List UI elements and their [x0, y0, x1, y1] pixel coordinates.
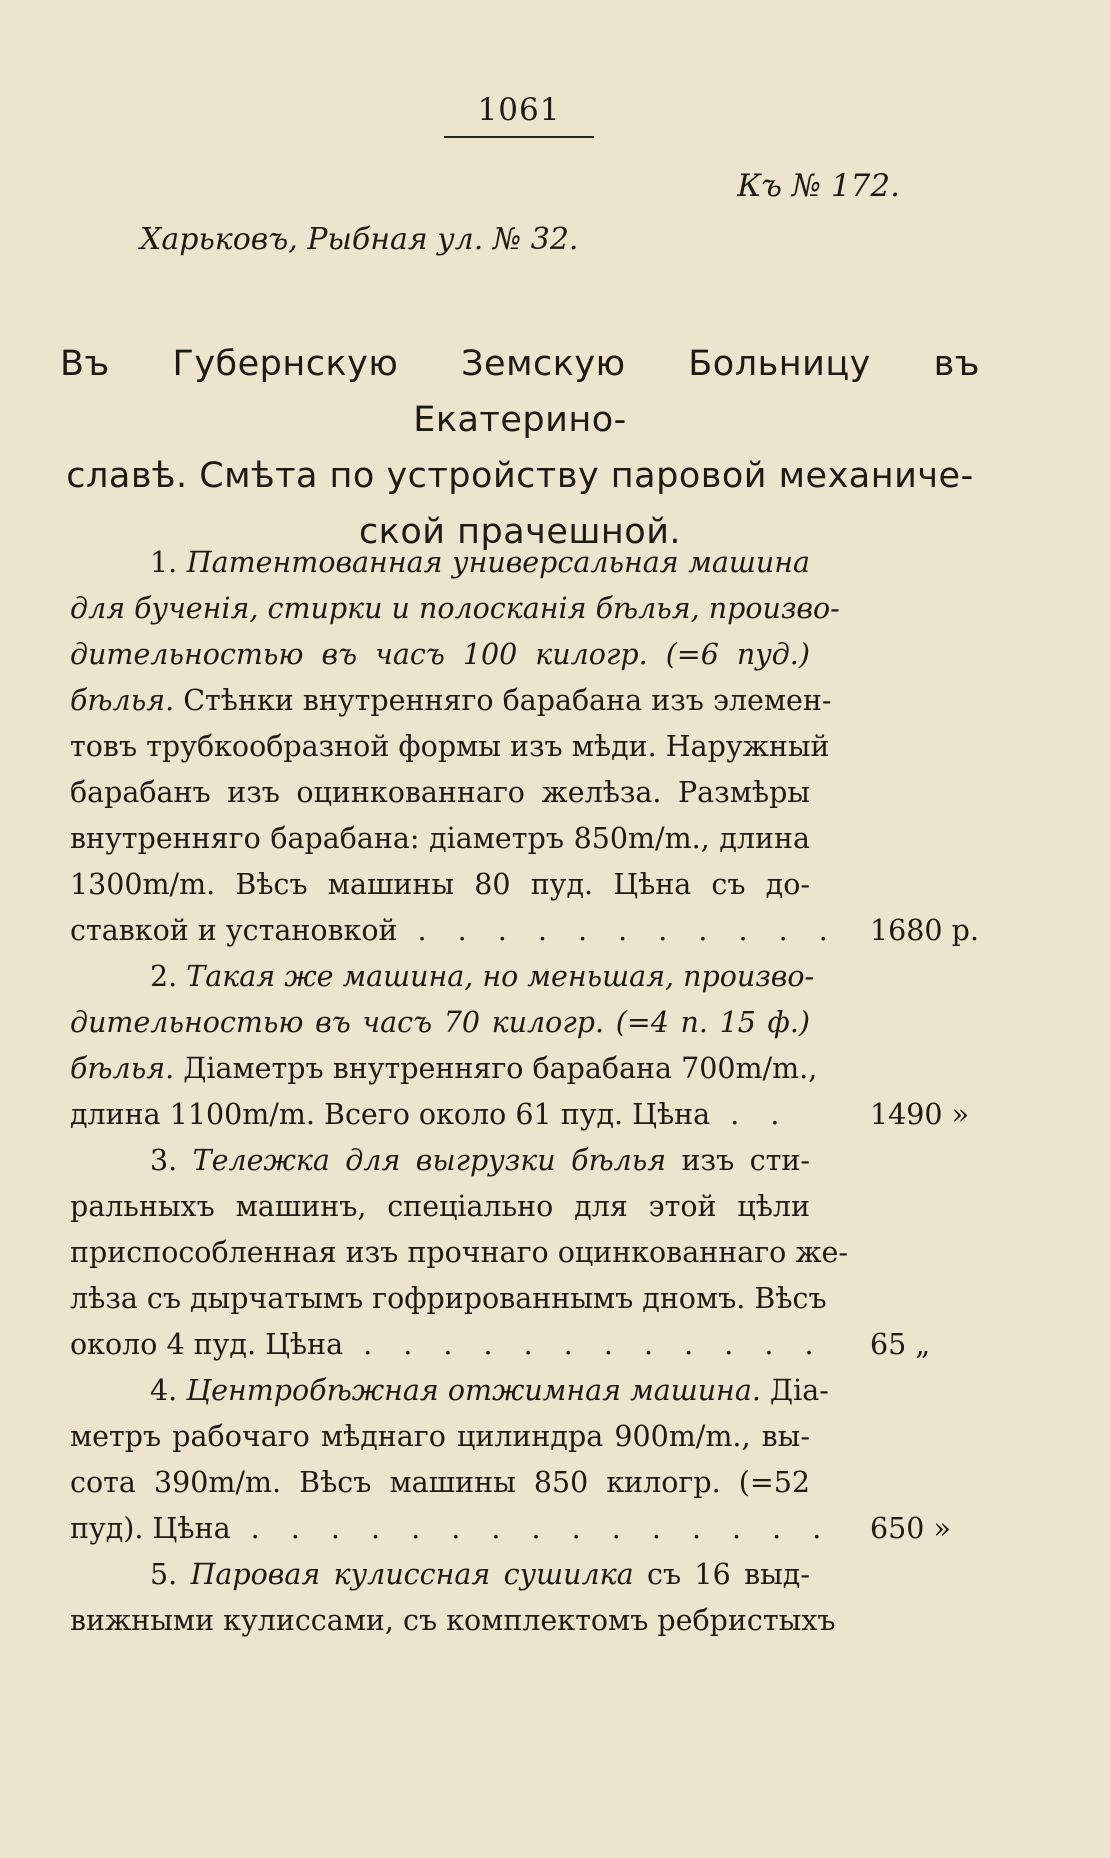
- page-number-rule: [444, 136, 594, 138]
- page-number: 1061: [477, 92, 561, 128]
- item-title: Центробѣжная отжимная машина.: [186, 1374, 761, 1407]
- item-text: вижными кулиссами, съ комплектомъ ребристыхъ: [70, 1604, 836, 1637]
- item-title: бѣлья.: [70, 684, 175, 717]
- item-text: лѣза съ дырчатымъ гофрированнымъ дномъ. Вѣсъ: [70, 1282, 827, 1315]
- item-line: [70, 1046, 818, 1092]
- item-line: [70, 586, 840, 632]
- document-heading: [60, 336, 980, 560]
- item-title: Такая же машина, но меньшая, произво-: [186, 960, 815, 993]
- estimate-items: [70, 540, 979, 1644]
- item-line: [70, 678, 832, 724]
- item-text: 1300m/m. Вѣсъ машины 80 пуд. Цѣна съ до-: [70, 868, 810, 901]
- item-line: [70, 724, 830, 770]
- item-line: [70, 1414, 810, 1460]
- item-text: около 4 пуд. Цѣна: [70, 1328, 344, 1361]
- item-line: [70, 1276, 827, 1322]
- item-title: для бученія, стирки и полосканія бѣлья, произво-: [70, 592, 840, 625]
- item-text: Стѣнки внутренняго барабана изъ элемен-: [174, 684, 832, 717]
- heading-line: славѣ. Смѣта по устройству паровой механиче-: [66, 456, 974, 496]
- item-line: [70, 1368, 829, 1414]
- item-price: 1680 р.: [870, 914, 979, 947]
- dot-leader: . . . . . . . . . . . . . . .: [230, 1512, 833, 1545]
- item-line: [70, 1460, 810, 1506]
- estimate-item: [70, 1138, 931, 1368]
- item-line: [70, 770, 810, 816]
- item-number: 5.: [150, 1558, 191, 1591]
- dot-leader: . . . . . . . . . . .: [397, 914, 839, 947]
- item-title: Паровая кулиссная сушилка: [190, 1558, 634, 1591]
- estimate-item: [70, 954, 970, 1138]
- item-line: [70, 1000, 810, 1046]
- item-title: Патентованная универсальная машина: [186, 546, 810, 579]
- item-text: съ 16 выд-: [633, 1558, 810, 1591]
- item-line: [70, 540, 810, 586]
- item-text: барабанъ изъ оцинкованнаго желѣза. Размѣры: [70, 776, 810, 809]
- item-text: длина 1100m/m. Всего около 61 пуд. Цѣна: [70, 1098, 711, 1131]
- item-line: [70, 1598, 836, 1644]
- estimate-item: [70, 1552, 836, 1644]
- item-text: сота 390m/m. Вѣсъ машины 850 килогр. (=52: [70, 1466, 810, 1499]
- item-text: ставкой и установкой: [70, 914, 398, 947]
- dot-leader: . .: [710, 1098, 791, 1131]
- item-line: [70, 816, 810, 862]
- item-title: дительностью въ часъ 100 килогр. (=6 пуд.): [70, 638, 810, 671]
- item-text: внутренняго барабана: діаметръ 850m/m., длина: [70, 822, 810, 855]
- heading-line: Въ Губернскую Земскую Больницу въ Екатерино-: [60, 344, 980, 440]
- item-number: 1.: [150, 546, 187, 579]
- item-number: 2.: [150, 960, 187, 993]
- item-line: [70, 1552, 810, 1598]
- item-line: [70, 632, 810, 678]
- item-line: [70, 1092, 970, 1138]
- item-price: 1490 »: [870, 1098, 970, 1131]
- heading-line: ской прачешной.: [358, 512, 682, 552]
- estimate-item: [70, 540, 979, 954]
- item-price: 65 „: [870, 1328, 931, 1361]
- item-text: Діаметръ внутренняго барабана 700m/m.,: [174, 1052, 818, 1085]
- item-line: [70, 1506, 951, 1552]
- item-number: 4.: [150, 1374, 187, 1407]
- item-text: товъ трубкообразной формы изъ мѣди. Наружный: [70, 730, 830, 763]
- item-title: бѣлья.: [70, 1052, 175, 1085]
- estimate-item: [70, 1368, 951, 1552]
- item-title: дительностью въ часъ 70 килогр. (=4 п. 15 ф.): [70, 1006, 810, 1039]
- item-text: ральныхъ машинъ, спеціально для этой цѣли: [70, 1190, 810, 1223]
- item-text: приспособленная изъ прочнаго оцинкованнаго же-: [70, 1236, 849, 1269]
- item-line: [70, 862, 810, 908]
- item-title: Тележка для выгрузки бѣлья: [192, 1144, 667, 1177]
- item-number: 3.: [150, 1144, 193, 1177]
- item-text: Діа-: [760, 1374, 829, 1407]
- reference-number: Къ № 172.: [737, 168, 900, 204]
- item-text: метръ рабочаго мѣднаго цилиндра 900m/m., вы-: [70, 1420, 810, 1453]
- item-price: 650 »: [870, 1512, 951, 1545]
- item-line: [70, 908, 979, 954]
- item-text: изъ сти-: [666, 1144, 810, 1177]
- item-line: [70, 1230, 849, 1276]
- item-line: [70, 1138, 810, 1184]
- item-line: [70, 954, 815, 1000]
- address-line: Харьковъ, Рыбная ул. № 32.: [140, 222, 579, 257]
- item-text: пуд). Цѣна: [70, 1512, 231, 1545]
- item-line: [70, 1322, 931, 1368]
- dot-leader: . . . . . . . . . . . .: [343, 1328, 825, 1361]
- item-line: [70, 1184, 810, 1230]
